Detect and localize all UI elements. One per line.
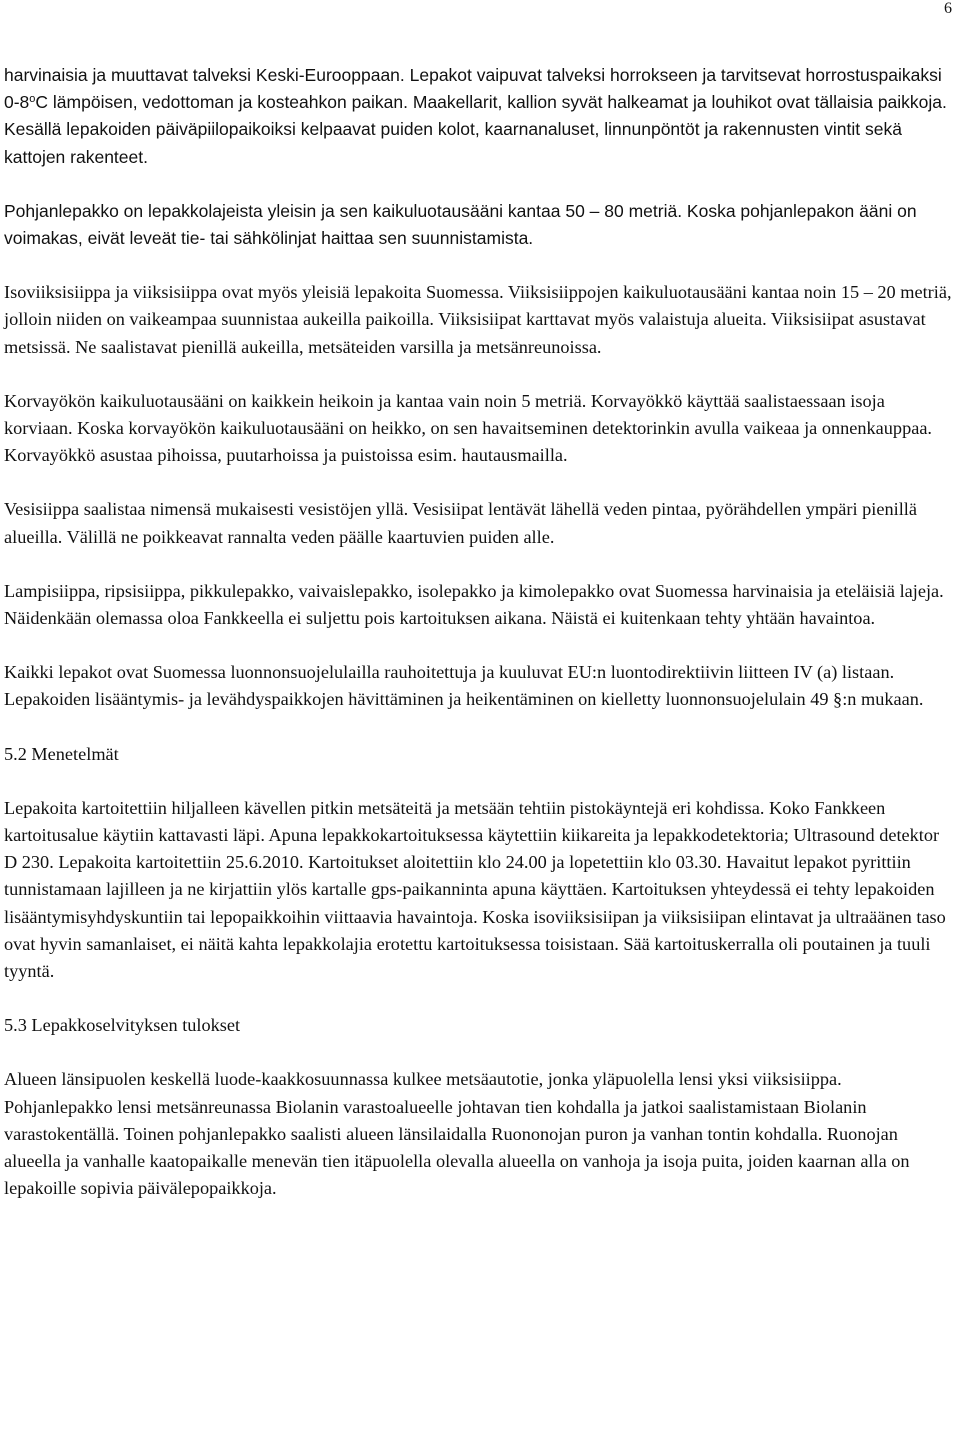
paragraph-methods: Lepakoita kartoitettiin hiljalleen kävellen pitkin metsäteitä ja metsään tehtiin pistokäyntejä eri kohdissa. Koko Fankkeen kartoitusalue käytiin kattavasti läpi. Apuna lepakkokartoituksessa käytettiin kiikareita ja lepakkodetektoria; Ultrasound detektor D 230. Lepakoita kartoitettiin 25.6.2010. Kartoitukset aloitettiin klo 24.00 ja lopetettiin klo 03.30. Havaitut lepakot pyrittiin tunnistamaan lajilleen ja ne kirjattiin ylös kartalle gps-paikanninta apuna käyttäen. Kartoituksen yhteydessä ei tehty lepakoiden lisääntymisyhdyskuntiin tai lepopaikkoihin viittaavia havaintoja. Koska isoviiksisiipan ja viiksisiipan elintavat ja ultraäänen taso ovat hyvin samanlaiset, ei näitä kahta lepakkolajia erotettu kartoituksessa toisistaan. Sää kartoituskerralla oli poutainen ja tuuli tyyntä. (4, 797, 946, 982)
paragraph-whiskered-bats: Isoviiksisiippa ja viiksisiippa ovat myös yleisiä lepakoita Suomessa. Viiksisiippojen kaikuluotausääni kantaa noin 15 – 20 metriä, jolloin niiden on vaikeampaa suunnistaa aukeilla paikoilla. Viiksisiipat karttavat myös valaistuja alueita. Viiksisiipat asustavat metsissä. Ne saalistavat pienillä aukeilla, metsäteiden varsilla ja metsänreunoissa. (4, 282, 952, 357)
heading-results: 5.3 Lepakkoselvityksen tulokset (4, 1015, 241, 1036)
paragraph-results: Alueen länsipuolen keskellä luode-kaakkosuunnassa kulkee metsäautotie, jonka yläpuolella lensi yksi viiksisiippa. Pohjanlepakko lensi metsänreunassa Biolanin varastoalueelle johtavan tien kohdalla ja jatkoi saalistamistaan Biolanin varastokentällä. Toinen pohjanlepakko saalisti alueen länsilaidalla Ruononojan puron ja vanhan tontin kohdalla. Ruonojan alueella ja vanhalle kaatopaikalle menevän tien itäpuolella olevalla alueella on vanhoja ja isoja puita, joiden kaarnan alla on lepakoille sopivia päivälepopaikkoja. (4, 1069, 910, 1199)
page-number: 6 (944, 0, 952, 17)
paragraph-rare-species: Lampisiippa, ripsisiippa, pikkulepakko, vaivaislepakko, isolepakko ja kimolepakko ovat Suomessa harvinaisia ja eteläisiä lajeja. Näidenkään olemassa oloa Fankkeella ei suljettu pois kartoituksen aikana. Näistä ei kuitenkaan tehty yhtään havaintoa. (4, 580, 944, 629)
heading-methods: 5.2 Menetelmät (4, 743, 119, 764)
paragraph-protection: Kaikki lepakot ovat Suomessa luonnonsuojelulailla rauhoitettuja ja kuuluvat EU:n luontodirektiivin liitteen IV (a) listaan. Lepakoiden lisääntymis- ja levähdyspaikkojen hävittäminen ja heikentäminen on kielletty luonnonsuojelulain 49 §:n mukaan. (4, 662, 924, 710)
paragraph-text: harvinaisia ja muuttavat talveksi Keski-Eurooppaan. Lepakot vaipuvat talveksi horrokseen ja tarvitsevat horrostuspaikaksi 0-8 (4, 65, 942, 113)
paragraph-text: C lämpöisen, vedottoman ja kosteahkon paikan. Maakellarit, kallion syvät halkeamat ja louhikot ovat tällaisia paikkoja. Kesällä lepakoiden päiväpiilopaikoiksi kelpaavat puiden kolot, kaarnanaluset, linnunpöntöt ja rakennusten vintit sekä kattojen rakenteet. (4, 92, 947, 167)
document-body (4, 62, 954, 1203)
degree-superscript: o (29, 93, 36, 106)
paragraph-northern-bat: Pohjanlepakko on lepakkolajeista yleisin ja sen kaikuluotausääni kantaa 50 – 80 metriä. Koska pohjanlepakon ääni on voimakas, eivät leveät tie- tai sähkölinjat haittaa sen suunnistamista. (4, 200, 917, 249)
paragraph-hibernation (4, 62, 954, 171)
paragraph-brown-long-eared-bat: Korvayökön kaikuluotausääni on kaikkein heikoin ja kantaa vain noin 5 metriä. Korvayökkö käyttää saalistaessaan isoja korviaan. Koska korvayökön kaikuluotausääni on heikko, on sen havaitseminen detektorinkin avulla vaikeaa ja onnenkauppaa. Korvayökkö asustaa pihoissa, puutarhoissa ja puistoissa esim. hautausmailla. (4, 390, 933, 466)
paragraph-daubentons-bat: Vesisiippa saalistaa nimensä mukaisesti vesistöjen yllä. Vesisiipat lentävät lähellä veden pintaa, pyörähdellen ympäri pienillä alueilla. Välillä ne poikkeavat rannalta veden päälle kaartuvien puiden alle. (4, 499, 917, 547)
